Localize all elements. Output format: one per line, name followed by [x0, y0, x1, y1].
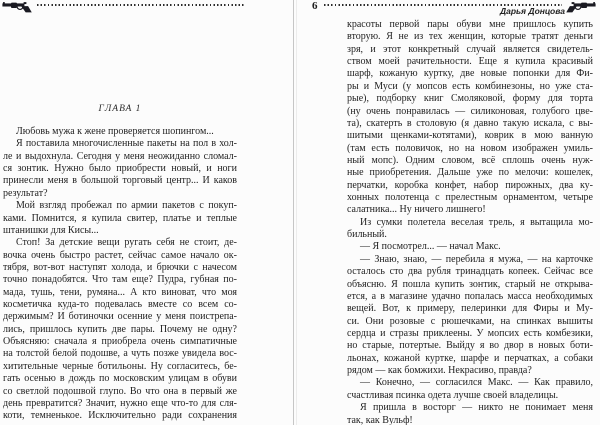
text-line: рые), подборку книг Смоляковой, форму для торта: [347, 93, 593, 105]
page-number: 6: [312, 0, 318, 12]
paragraph: [3, 237, 237, 422]
text-line: та), скатерть в столовую (я давно такую искала, с вы-: [347, 117, 593, 129]
text-line: — Знаю, знаю, — перебила я мужа, — на карточке: [360, 253, 593, 265]
text-line: сердца и стразы приклеены. У мопсих есть комбезики,: [347, 327, 593, 339]
text-line: (там есть половичок, но на новом изображен умиль-: [347, 142, 593, 154]
text-line: объясню. Я пошла купить зонтик, старый не открыва-: [347, 278, 593, 290]
text-line: вещей. Вот, к примеру, пелеринки для Фиры и Му-: [347, 303, 593, 315]
text-line: вочка очень быстро растет, сейчас самое начало ок-: [3, 249, 237, 261]
text-line: перчатки, коробка конфет, набор пирожных, два ку-: [347, 179, 593, 191]
text-line: шарф, кожаную куртку, две новые попонки для Фи-: [347, 68, 593, 80]
text-line: салатника... Ну ничего лишнего!: [347, 204, 486, 216]
paragraph: [347, 254, 593, 378]
text-line: бильный.: [347, 229, 387, 241]
text-line: штанишки для Кисы...: [3, 224, 99, 236]
text-line: на толстой белой подошве, а чуть позже увидела вос-: [3, 348, 237, 360]
text-line: Любовь мужа к жене проверяется шопингом...: [16, 126, 214, 137]
running-header-author: Дарья Донцова: [499, 6, 565, 16]
text-line: результат?: [3, 187, 48, 199]
text-line: но старые, потертые. Выйду я во двор в новых боти-: [347, 340, 593, 352]
paragraph: [3, 126, 237, 138]
paragraph: [347, 377, 593, 402]
text-line: точно понадобятся. Что там еще? Пудра, губная по-: [3, 274, 237, 286]
text-line: (ну очень понравилась — силиконовая, голубого цве-: [347, 105, 593, 117]
text-line: вторую. Я не из тех женщин, которые тратят деньги: [347, 31, 593, 43]
revolver-icon: [565, 1, 596, 13]
text-line: Объясняю: сначала я приобрела очень симпатичные: [3, 336, 237, 348]
left-page-text: [3, 126, 237, 423]
text-line: Мой взгляд пробежал по армии пакетов с покуп-: [16, 200, 237, 212]
text-line: осталось сто два рубля тринадцать копеек. Сейчас все: [347, 266, 593, 278]
text-line: коти, темненькое. Исключительно ради сохранения: [3, 410, 237, 422]
text-line: тября, вот-вот наступят холода, и брючки с начесом: [3, 261, 237, 273]
text-line: так, как Вульф!: [347, 414, 413, 425]
text-line: принесли меня в большой торговый центр... И каков: [3, 175, 237, 187]
text-line: ные приобретения. Дальше уже по мелочи: кошелек,: [347, 167, 593, 179]
text-line: мада, тушь, тени, румяна... А кто виноват, что моя: [3, 286, 237, 298]
text-line: ством моей рачительности. Еще я купила красивый: [347, 56, 593, 68]
text-line: Я поставила многочисленные пакеты на пол в хол-: [16, 138, 237, 150]
paragraph: [347, 241, 593, 253]
header-dotted-rule: [37, 4, 245, 6]
paragraph: [347, 402, 593, 425]
text-line: шитыми щенками-котятами), коврик в мою ванную: [347, 130, 593, 142]
paragraph: [347, 217, 593, 242]
text-line: лись, пришлось купить две пары. Почему не одну?: [3, 323, 237, 335]
text-line: хитительные черные ботильоны. Ну согласитесь, бе-: [3, 360, 237, 372]
text-line: — Я посмотрел... — начал Макс.: [360, 241, 501, 253]
paragraph: [3, 138, 237, 200]
text-line: ся зонтик. Нужно было приобрести новый, и ноги: [3, 163, 237, 175]
chapter-title: ГЛАВА 1: [98, 104, 142, 114]
text-line: льонах, кожаной куртке, шарфе и перчатках, а собаки: [347, 352, 593, 364]
text-line: рядом — как бомжихи. Некрасиво, правда?: [347, 365, 532, 377]
text-line: си. Они розовые с рюшечками, на спинках вышиты: [347, 315, 593, 327]
text-line: день превратится? Значит, нужно еще что-то для сля-: [3, 397, 237, 409]
text-line: зря, и этот конкретный случай является свидетель-: [347, 43, 593, 55]
page-gutter-shadow: [296, 0, 297, 425]
text-line: косметичка куда-то подевалась вместе со всем со-: [3, 299, 237, 311]
text-line: ле и выдохнула. Сегодня у меня неожиданно сломал-: [3, 150, 237, 162]
page-gutter-line: [293, 0, 294, 425]
revolver-icon: [2, 1, 33, 13]
text-line: красоты первой пары обуви мне пришлось купить: [347, 19, 593, 30]
paragraph: [347, 19, 593, 217]
text-line: ный мопс). Одним словом, всё сплошь очень нуж-: [347, 154, 593, 166]
text-line: ры и Муси (у мопсов есть комбинезоны, но уже ста-: [347, 80, 593, 92]
right-page-text: [347, 19, 593, 425]
text-line: Стоп! За детские вещи ругать себя не стоит, де-: [16, 237, 237, 249]
text-line: — Конечно, — согласился Макс. — Как правило,: [360, 377, 593, 389]
text-line: хонных полотенца с прелестным орнаментом, четыре: [347, 192, 593, 204]
paragraph: [3, 200, 237, 237]
text-line: ется, а в магазине удачно попалась масса необходимых: [347, 290, 593, 302]
text-line: держимым? И ботиночки осенние у меня поистрепа-: [3, 311, 237, 323]
text-line: Из сумки полетела веселая трель, я вытащила мо-: [360, 216, 593, 228]
text-line: счастливая псинка одета лучше своей владелицы.: [347, 389, 559, 401]
text-line: Я пришла в восторг — никто не понимает меня: [360, 402, 593, 414]
text-line: гать осенью в дождь по московским улицам в обуви: [3, 373, 237, 385]
text-line: со светлой подошвой глупо. Во что она в первый же: [3, 385, 237, 397]
text-line: ками. Помнится, я купила свитер, платье и теплые: [3, 212, 237, 224]
